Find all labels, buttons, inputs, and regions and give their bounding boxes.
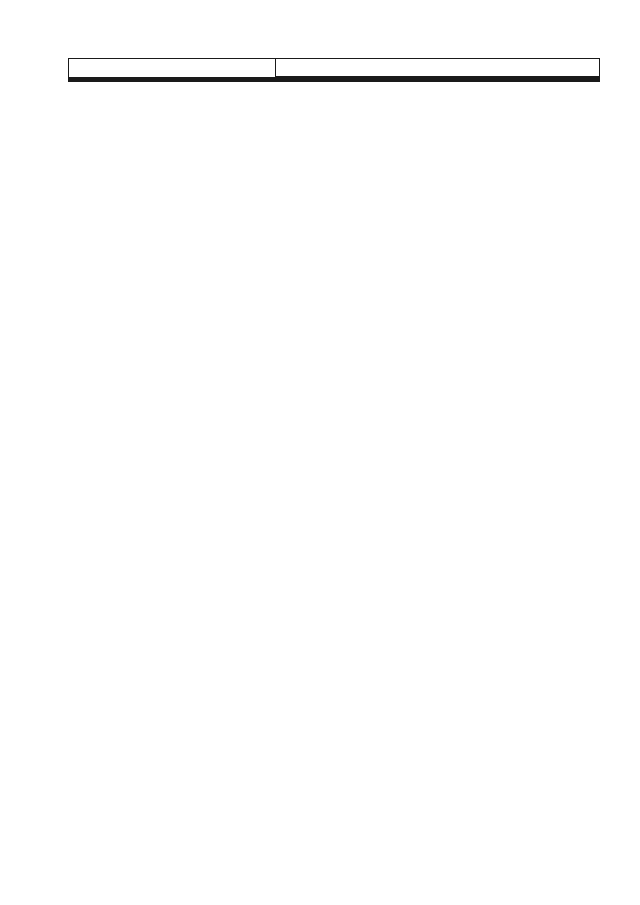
- page-content: [72, 36, 596, 82]
- row-value: [384, 81, 492, 82]
- row-name: [69, 81, 276, 82]
- header-name-cell: [69, 59, 276, 78]
- row-value: [276, 81, 384, 82]
- row-value: [492, 81, 600, 82]
- table-row: [69, 81, 600, 82]
- header-share-cell: [276, 59, 600, 77]
- table-header-row: [69, 59, 600, 77]
- data-table: [68, 58, 600, 82]
